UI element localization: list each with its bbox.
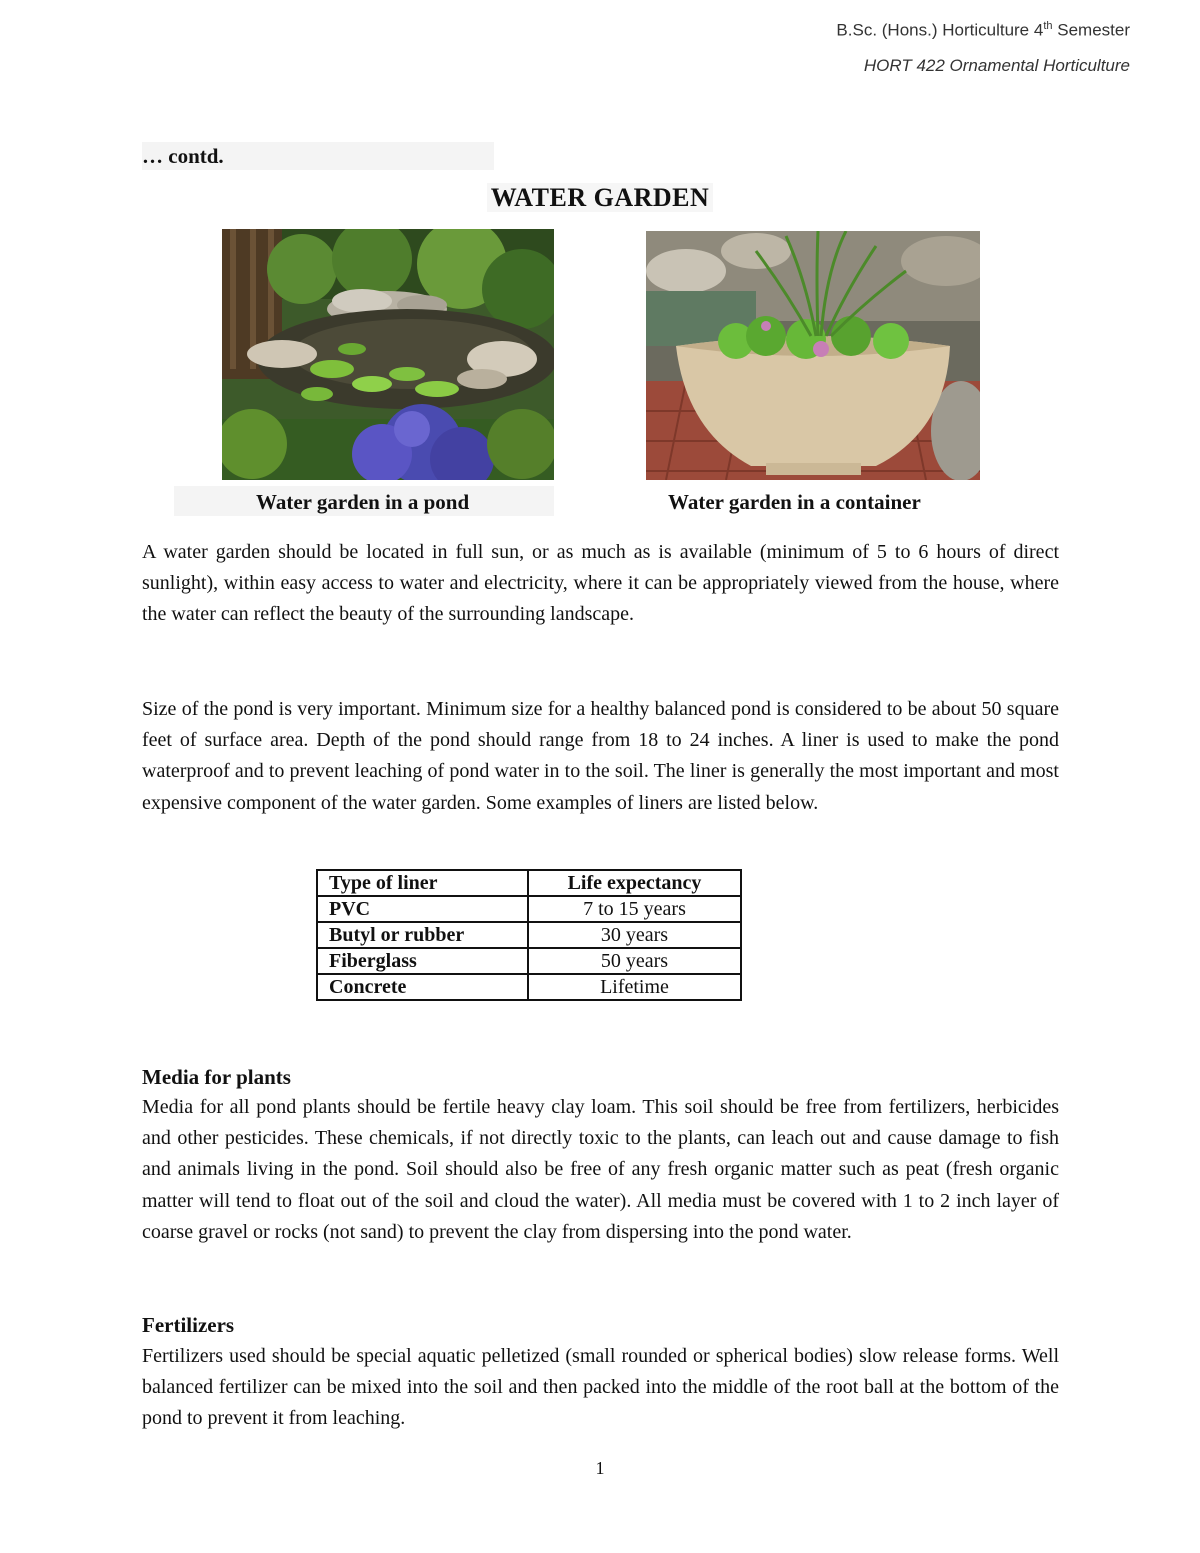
fertilizers-heading: Fertilizers xyxy=(142,1313,235,1337)
table-row xyxy=(317,948,741,974)
pond-photo xyxy=(222,229,554,480)
container-photo-illustration xyxy=(646,231,980,480)
life-expectancy-cell: 7 to 15 years xyxy=(528,896,741,922)
media-heading: Media for plants xyxy=(142,1065,291,1089)
life-expectancy-cell: Lifetime xyxy=(528,974,741,1000)
container-photo xyxy=(646,231,980,480)
liner-type-cell: Fiberglass xyxy=(317,948,528,974)
liner-type-cell: PVC xyxy=(317,896,528,922)
contd-label: … contd. xyxy=(142,142,494,170)
intro-paragraph: A water garden should be located in full sun, or as much as is available (minimum of 5 to 6 hours of direct sunlight), within easy access to water and electricity, where it can be appropriately viewed from the house, where the water can reflect the beauty of the surrounding landscape. xyxy=(142,541,1059,626)
header-course-suffix: Semester xyxy=(1052,20,1130,40)
table-header-cell: Type of liner xyxy=(317,870,528,896)
table-row xyxy=(317,896,741,922)
container-photo-caption: Water garden in a container xyxy=(668,490,921,514)
fertilizers-paragraph: Fertilizers used should be special aquatic pelletized (small rounded or spherical bodies) slow release forms. Well balanced fertilizer can be mixed into the soil and then packed into the middle of the root ball at the bottom of the pond to prevent it from leaching. xyxy=(142,1345,1059,1430)
liner-table xyxy=(316,869,742,1001)
page-number: 1 xyxy=(595,1458,605,1478)
life-expectancy-cell: 30 years xyxy=(528,922,741,948)
header-course-line xyxy=(836,20,1130,41)
pond-photo-caption: Water garden in a pond xyxy=(256,490,470,514)
pond-size-paragraph: Size of the pond is very important. Minimum size for a healthy balanced pond is considered to be about 50 square feet of surface area. Depth of the pond should range from 18 to 24 inches. A liner is used to make the pond waterproof and to prevent leaching of pond water in to the soil. The liner is generally the most important and most expensive component of the water garden. Some examples of liners are listed below. xyxy=(142,698,1059,814)
page-title xyxy=(0,183,1200,213)
liner-type-cell: Concrete xyxy=(317,974,528,1000)
header-course-text: B.Sc. (Hons.) Horticulture 4 xyxy=(836,20,1044,40)
header-subject-line: HORT 422 Ornamental Horticulture xyxy=(863,56,1130,75)
table-header-row xyxy=(317,870,741,896)
life-expectancy-cell: 50 years xyxy=(528,948,741,974)
media-paragraph: Media for all pond plants should be fertile heavy clay loam. This soil should be free from fertilizers, herbicides and other pesticides. These chemicals, if not directly toxic to the plants, can leach out and cause damage to fish and animals living in the pond. Soil should also be free of any fresh organic matter such as peat (fresh organic matter will tend to float out of the soil and cloud the water). All media must be covered with 1 to 2 inch layer of coarse gravel or rocks (not sand) to prevent the clay from dispersing into the pond water. xyxy=(142,1096,1059,1243)
header-course-sup: th xyxy=(1043,20,1053,32)
pond-photo-illustration xyxy=(222,229,554,480)
page-title-text: WATER GARDEN xyxy=(487,183,714,212)
table-row xyxy=(317,974,741,1000)
table-row xyxy=(317,922,741,948)
liner-type-cell: Butyl or rubber xyxy=(317,922,528,948)
table-header-cell: Life expectancy xyxy=(528,870,741,896)
